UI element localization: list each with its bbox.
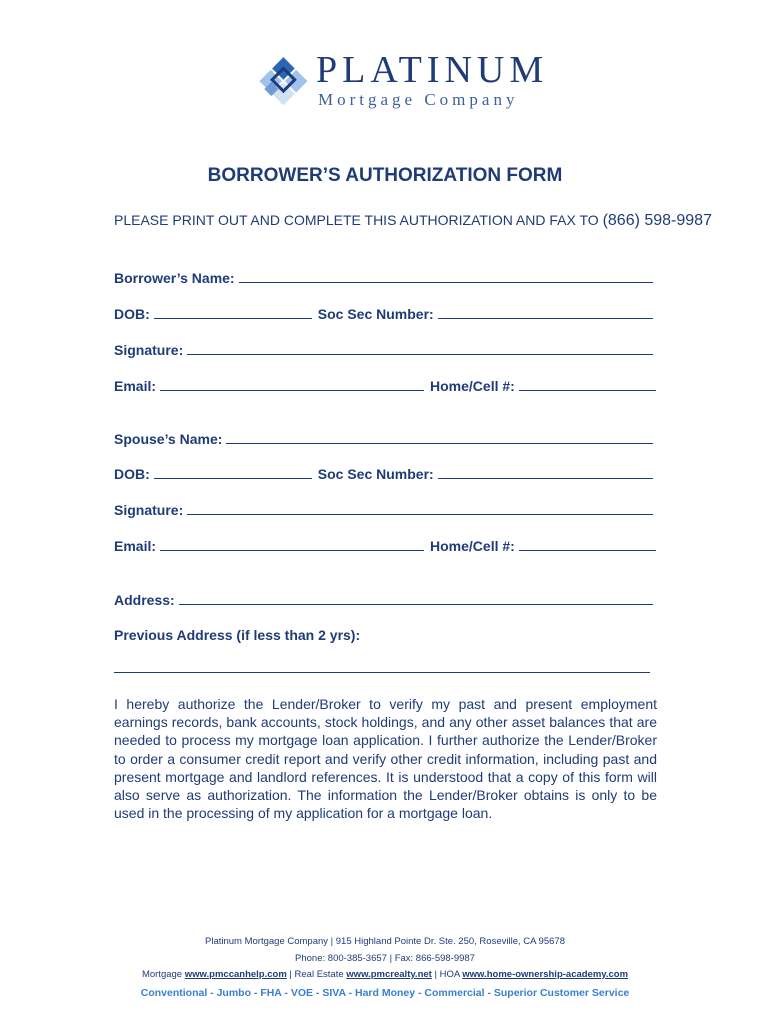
footer-separator: | [289, 969, 292, 980]
borrower-ssn-field[interactable] [438, 302, 653, 319]
spouse-ssn-label: Soc Sec Number: [317, 466, 434, 482]
spouse-name-row [114, 425, 657, 447]
borrower-phone-label: Home/Cell #: [430, 378, 515, 394]
spouse-phone-field[interactable] [519, 534, 656, 551]
spouse-ssn-field[interactable] [438, 462, 653, 479]
borrower-ssn-label: Soc Sec Number: [317, 306, 434, 322]
spouse-signature-row [114, 496, 657, 518]
previous-address-label: Previous Address (if less than 2 yrs): [114, 627, 361, 643]
footer-tagline: Conventional - Jumbo - FHA - VOE - SIVA - Hard Money - Commercial - Superior Customer Service [140, 987, 630, 999]
spouse-email-label: Email: [114, 538, 157, 554]
borrower-email-label: Email: [114, 378, 157, 394]
borrower-email-field[interactable] [160, 374, 424, 391]
borrower-dob-label: DOB: [114, 306, 150, 322]
address-row [114, 586, 657, 608]
spouse-contact-row [114, 532, 660, 554]
realestate-link[interactable]: www.pmcrealty.net [346, 969, 432, 980]
spouse-signature-label: Signature: [114, 502, 184, 518]
mortgage-link[interactable]: www.pmccanhelp.com [184, 969, 287, 980]
previous-address-row [114, 621, 657, 643]
authorization-text: I hereby authorize the Lender/Broker to verify my past and present employment earnings records, bank accounts, stock holdings, and any other asset balances that are needed to process my mortgage loan application. I further authorize the Lender/Broker to order a consumer credit report and verify other credit information, including past and present mortgage and landlord references. It is understood that a copy of this form will also serve as authorization. The information the Lender/Broker obtains is only to be used in the processing of my application for a mortgage loan. [114, 696, 657, 822]
address-label: Address: [114, 592, 175, 608]
borrower-name-label: Borrower’s Name: [114, 270, 235, 286]
spouse-signature-field[interactable] [187, 498, 653, 515]
company-logo [250, 44, 549, 124]
address-field[interactable] [179, 588, 653, 605]
spouse-dob-row [114, 460, 657, 482]
borrower-signature-field[interactable] [187, 338, 653, 355]
instruction-text: PLEASE PRINT OUT AND COMPLETE THIS AUTHORIZATION AND FAX TO [114, 212, 599, 228]
previous-address-field[interactable] [114, 672, 650, 673]
footer-links-line [0, 969, 770, 980]
logo-mark-icon [250, 44, 314, 124]
brand-subtitle: Mortgage Company [318, 90, 519, 109]
spouse-email-field[interactable] [160, 534, 424, 551]
borrower-signature-row [114, 336, 657, 358]
fax-number: (866) 598-9987 [602, 212, 712, 229]
borrower-signature-label: Signature: [114, 342, 184, 358]
borrower-name-field[interactable] [239, 266, 653, 283]
borrower-phone-field[interactable] [519, 374, 656, 391]
spouse-dob-label: DOB: [114, 466, 150, 482]
mortgage-label: Mortgage [141, 969, 183, 980]
borrower-dob-field[interactable] [154, 302, 312, 319]
footer-contact-line: Phone: 800-385-3657 | Fax: 866-598-9987 [295, 953, 475, 964]
fax-instruction [114, 212, 712, 230]
hoa-label: HOA [439, 969, 460, 980]
hoa-link[interactable]: www.home-ownership-academy.com [462, 969, 629, 980]
borrower-name-row [114, 264, 657, 286]
footer-company-line: Platinum Mortgage Company | 915 Highland Pointe Dr. Ste. 250, Roseville, CA 95678 [205, 936, 565, 947]
spouse-name-field[interactable] [226, 427, 653, 444]
borrower-contact-row [114, 372, 660, 394]
borrower-dob-row [114, 300, 657, 322]
footer-separator: | [434, 969, 437, 980]
brand-name: PLATINUM [316, 49, 549, 91]
spouse-dob-field[interactable] [154, 462, 312, 479]
spouse-phone-label: Home/Cell #: [430, 538, 515, 554]
spouse-name-label: Spouse’s Name: [114, 431, 223, 447]
realestate-label: Real Estate [294, 969, 344, 980]
form-title: BORROWER’S AUTHORIZATION FORM [207, 165, 563, 186]
